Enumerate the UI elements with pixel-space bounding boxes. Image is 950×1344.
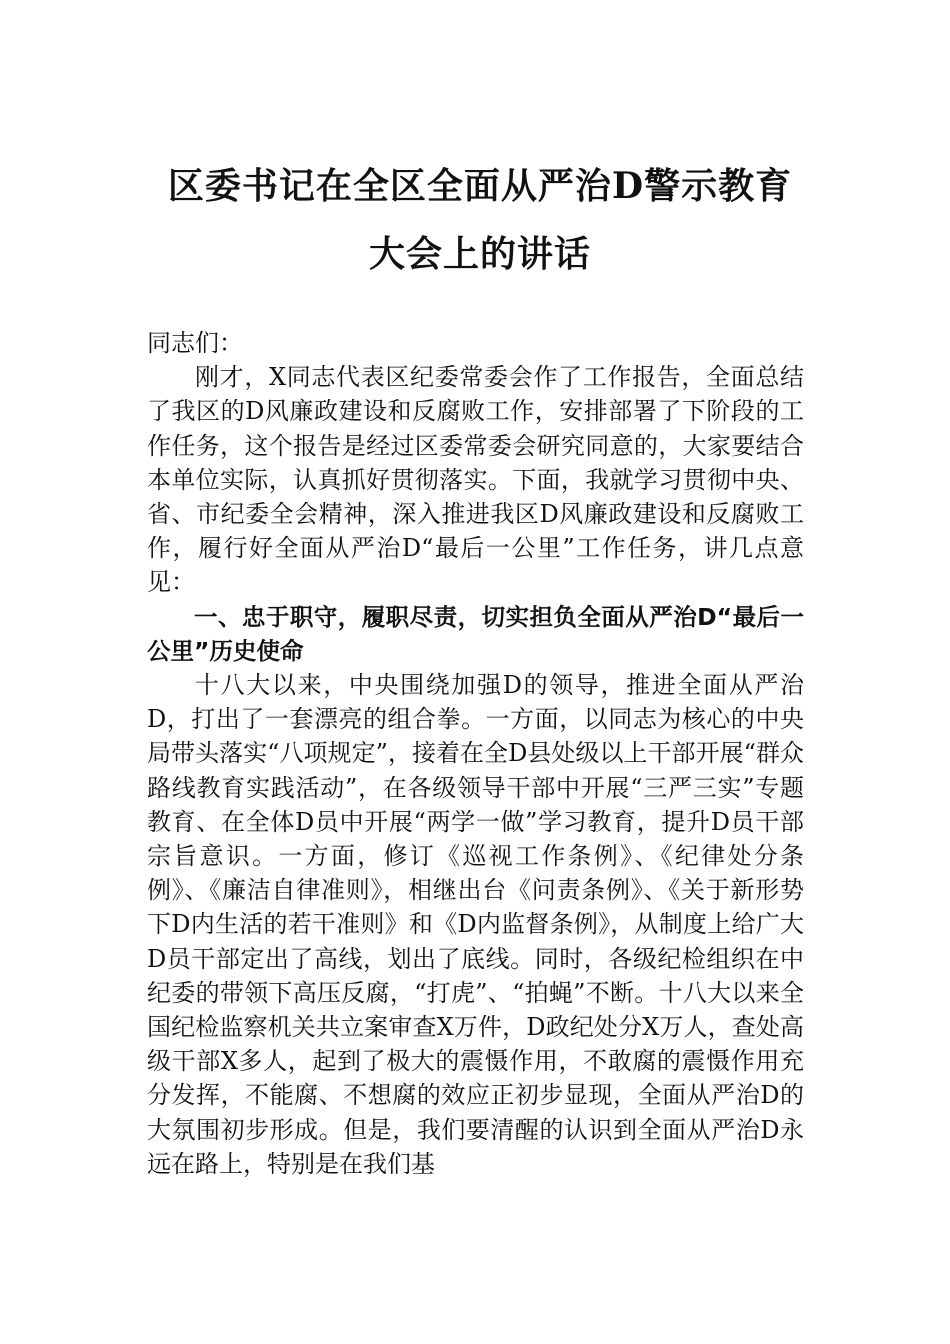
salutation: 同志们： — [147, 329, 243, 357]
document-title: 区委书记在全区全面从严治D警示教育大会上的讲话 — [167, 165, 793, 275]
document-body — [147, 326, 804, 1181]
body-paragraph: 十八大以来，中央围绕加强D的领导，推进全面从严治D，打出了一套漂亮的组合拳。一方面，以同志为核心的中央局带头落实“八项规定”，接着在全D县处级以上干部开展“群众路线教育实践活动”，在各级领导干部中开展“三严三实”专题教育、在全体D员中开展“两学一做”学习教育，提升D员干部宗旨意识。一方面，修订《巡视工作条例》、《纪律处分条例》、《廉洁自律准则》，相继出台《问责条例》、《关于新形势下D内生活的若干准则》和《D内监督条例》，从制度上给广大D员干部定出了高线，划出了底线。同时，各级纪检组织在中纪委的带领下高压反腐，“打虎”、“拍蝇”不断。十八大以来全国纪检监察机关共立案审查X万件，D政纪处分X万人，查处高级干部X多人，起到了极大的震慑作用，不敢腐的震慑作用充分发挥，不能腐、不想腐的效应正初步显现，全面从严治D的大氛围初步形成。但是，我们要清醒的认识到全面从严治D永远在路上，特别是在我们基 — [147, 671, 804, 1178]
intro-paragraph: 刚才，X同志代表区纪委常委会作了工作报告，全面总结了我区的D风廉政建设和反腐败工作，安排部署了下阶段的工作任务，这个报告是经过区委常委会研究同意的，大家要结合本单位实际，认真抓好贯彻落实。下面，我就学习贯彻中央、省、市纪委全会精神，深入推进我区D风廉政建设和反腐败工作，履行好全面从严治D“最后一公里”工作任务，讲几点意见： — [147, 363, 804, 597]
section-heading: 一、忠于职守，履职尽责，切实担负全面从严治D“最后一公里”历史使命 — [147, 602, 804, 665]
